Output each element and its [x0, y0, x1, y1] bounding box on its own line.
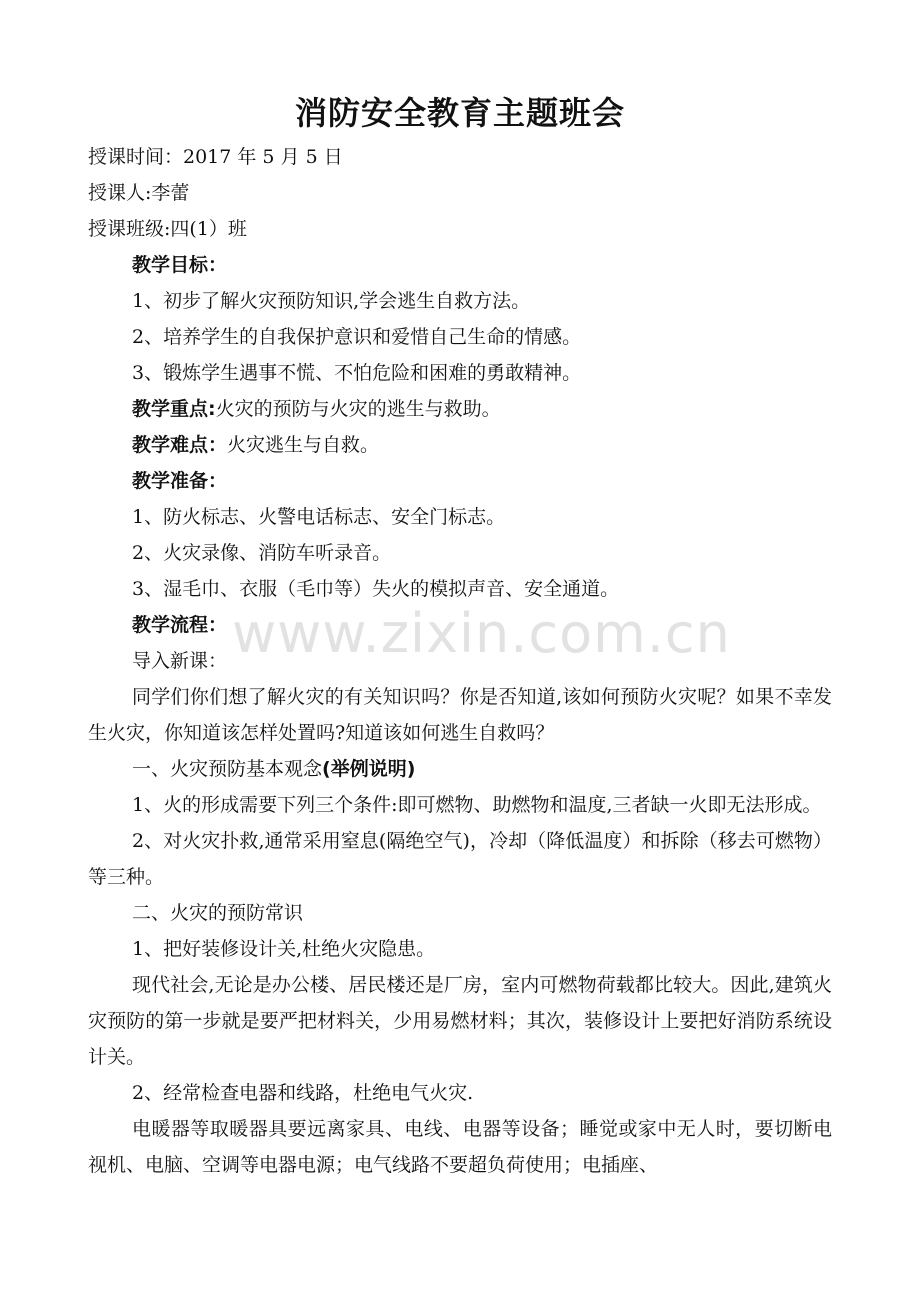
section1-heading-text: 一、火灾预防基本观念 [132, 758, 323, 780]
watermark: www.zixin.com.cn [232, 602, 731, 665]
lesson-class: 授课班级:四(1）班 [88, 218, 247, 240]
intro-paragraph [88, 679, 832, 751]
section2-item1: 1、把好装修设计关,杜绝火灾隐患。 [132, 938, 436, 960]
key-point [88, 391, 832, 427]
difficulty-text: 火灾逃生与自救。 [227, 434, 380, 456]
lesson-time: 授课时间：2017 年 5 月 5 日 [88, 146, 343, 168]
section1-paragraph [88, 823, 832, 895]
section2-p1: 现代社会,无论是办公楼、居民楼还是厂房，室内可燃物荷载都比较大。因此,建筑火灾预防的第一步就是要严把材料关，少用易燃材料；其次，装修设计上要把好消防系统设计关。 [88, 974, 832, 1068]
document-title: 消防安全教育主题班会 [294, 94, 625, 132]
process-heading: 教学流程： [132, 614, 228, 636]
goal-item: 3、锻炼学生遇事不慌、不怕危险和困难的勇敢精神。 [132, 362, 582, 384]
section2-paragraph [88, 1111, 832, 1183]
difficulty [88, 427, 832, 463]
section1-p2: 2、对火灾扑救,通常采用窒息(隔绝空气)，冷却（降低温度）和拆除（移去可燃物）等三种。 [88, 830, 832, 888]
intro-label: 导入新课： [132, 650, 228, 672]
goal-item: 2、培养学生的自我保护意识和爱惜自己生命的情感。 [132, 326, 582, 348]
section1-paragraph [88, 787, 832, 823]
section1-heading [88, 751, 832, 787]
difficulty-label: 教学难点： [132, 434, 228, 456]
section2-item2: 2、经常检查电器和线路，杜绝电气火灾. [132, 1082, 474, 1104]
section2-paragraph [88, 967, 832, 1075]
preparation-heading: 教学准备： [132, 470, 228, 492]
goals-heading: 教学目标： [132, 254, 228, 276]
preparation-item: 3、湿毛巾、衣服（毛巾等）失火的模拟声音、安全通道。 [132, 578, 620, 600]
goal-item: 1、初步了解火灾预防知识,学会逃生自救方法。 [132, 290, 531, 312]
preparation-item: 2、火灾录像、消防车听录音。 [132, 542, 392, 564]
intro-text: 同学们你们想了解火灾的有关知识吗？你是否知道,该如何预防火灾呢？如果不幸发生火灾，你知道该怎样处置吗?知道该如何逃生自救吗？ [88, 686, 832, 744]
lesson-teacher: 授课人:李蕾 [88, 182, 190, 204]
section2-p2: 电暖器等取暖器具要远离家具、电线、电器等设备；睡觉或家中无人时，要切断电视机、电脑、空调等电器电源；电气线路不要超负荷使用；电插座、 [88, 1118, 832, 1176]
document-body [88, 139, 832, 1183]
key-point-text: 火灾的预防与火灾的逃生与救助。 [215, 398, 501, 420]
preparation-item: 1、防火标志、火警电话标志、安全门标志。 [132, 506, 506, 528]
section1-heading-bold: (举例说明) [322, 758, 416, 780]
section2-heading: 二、火灾的预防常识 [132, 902, 304, 924]
section1-p1: 1、火的形成需要下列三个条件:即可燃物、助燃物和温度,三者缺一火即无法形成。 [132, 794, 822, 816]
key-point-label: 教学重点: [132, 398, 216, 420]
